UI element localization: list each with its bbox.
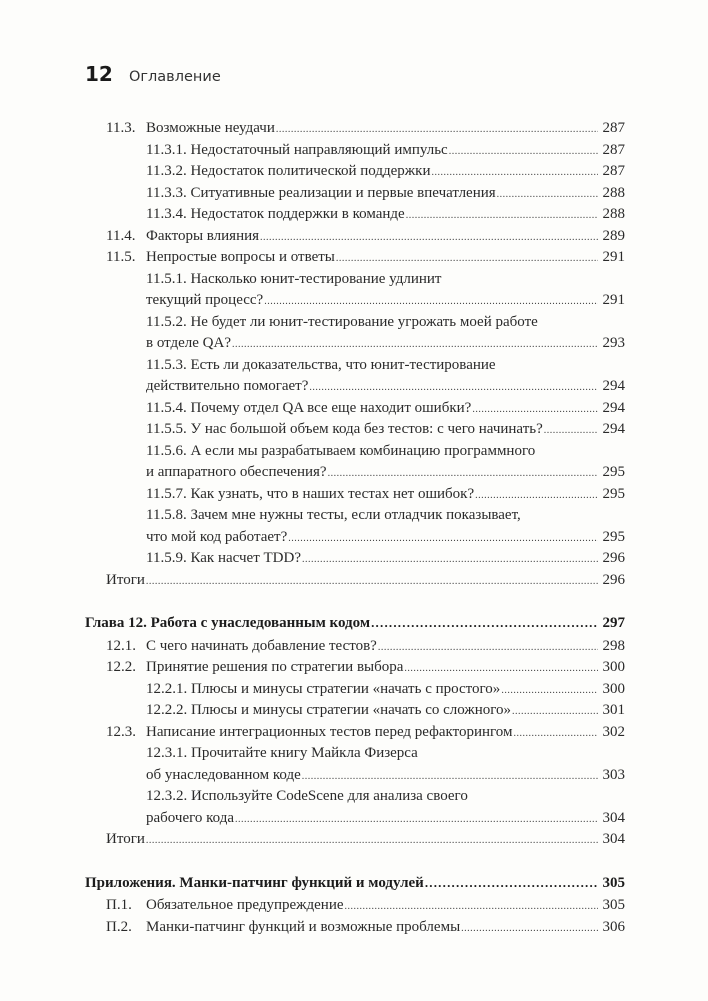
toc-entry-title: Недостаток поддержки в команде (190, 206, 405, 222)
toc-page-number: 296 (602, 550, 625, 566)
toc-entry-title: Недостаточный направляющий импульс (190, 141, 448, 158)
toc-page-number: 295 (602, 528, 625, 545)
toc-entry-title: действительно помогает? (146, 378, 309, 394)
toc-entry-title: рабочего кода (146, 809, 235, 826)
toc-page-number: 306 (602, 918, 625, 935)
toc-page-number: 304 (602, 809, 625, 826)
toc-entry-title: Итоги (106, 831, 145, 847)
dot-leader (514, 723, 599, 744)
toc-entry-number: 12.2.2. (146, 702, 191, 718)
toc-page-number: 287 (602, 141, 625, 158)
toc-entry-number: 11.5.7. (146, 485, 191, 502)
toc-page-number: 302 (602, 723, 625, 740)
toc-page-number: 297 (602, 615, 625, 631)
running-title: Оглавление (129, 69, 221, 85)
dot-leader (309, 377, 598, 398)
toc-entry-title: Написание интеграционных тестов перед рефакторингом (146, 723, 513, 740)
toc-entry-title: Принятие решения по стратегии выбора (146, 659, 404, 675)
toc-entry-number: 11.3.3. (146, 184, 191, 201)
dot-leader (475, 485, 598, 506)
toc-entry-title: Не будет ли юнит-тестирование угрожать моей работе (190, 313, 538, 330)
dot-leader (336, 248, 598, 269)
toc-page-number: 294 (602, 421, 625, 437)
toc-entry-title: Приложения. Манки-патчинг функций и модулей (85, 874, 424, 891)
toc-entry-title: А если мы разрабатываем комбинацию программного (190, 442, 536, 459)
toc-entry-number: 11.5.2. (146, 313, 191, 330)
dot-leader (146, 571, 598, 592)
dot-leader (378, 637, 598, 658)
toc-page-number: 295 (602, 485, 625, 502)
toc-entry-number: П.2. (106, 918, 132, 935)
toc-page-number: 296 (602, 571, 625, 588)
toc-entry-number: 11.4. (106, 227, 136, 244)
toc-page-number: 303 (602, 766, 625, 783)
toc-entry-title: текущий процесс? (146, 292, 264, 308)
toc-page-number: 291 (602, 292, 625, 308)
toc-page-number: 288 (602, 184, 625, 201)
toc-entry-title: Возможные неудачи (146, 120, 275, 136)
toc-entry-number: 12.3. (106, 723, 136, 740)
toc-page-number: 288 (602, 206, 625, 222)
toc-entry-number: 11.5.4. (146, 399, 191, 416)
dot-leader (425, 872, 598, 893)
toc-entry-number: 12.3.1. (146, 745, 191, 761)
toc-entry-number: 11.3. (106, 120, 136, 136)
dot-leader (260, 227, 598, 248)
toc-entry-title: Почему отдел QA все еще находит ошибки? (190, 399, 472, 416)
toc-entry-title: Насколько юнит-тестирование удлинит (190, 270, 442, 287)
toc-page-number: 298 (602, 637, 625, 654)
dot-leader (472, 399, 598, 420)
toc-page-number: 289 (602, 227, 625, 244)
toc-entry-title: Прочитайте книгу Майкла Физерса (191, 745, 418, 761)
toc-entry-title: Есть ли доказательства, что юнит-тестирование (190, 356, 496, 373)
dot-leader (235, 809, 598, 830)
dot-leader (302, 549, 598, 570)
dot-leader (544, 420, 598, 441)
dot-leader (404, 658, 598, 679)
dot-leader (302, 766, 598, 787)
dot-leader (501, 680, 598, 701)
toc-page-number: 300 (602, 680, 625, 697)
dot-leader (328, 463, 598, 484)
toc-entry-title: Плюсы и минусы стратегии «начать с простого» (191, 680, 501, 697)
dot-leader (345, 896, 598, 917)
toc-entry-number: 11.5.3. (146, 356, 191, 373)
dot-leader (146, 830, 598, 851)
toc-page-number: 300 (602, 659, 625, 675)
toc-entry-title: Зачем мне нужны тесты, если отладчик показывает, (190, 507, 521, 523)
toc-entry-title: Недостаток политической поддержки (190, 163, 431, 179)
toc-entry-number: 11.3.1. (146, 141, 191, 158)
toc-entry-number: 11.5.8. (146, 507, 191, 523)
toc-entry-title: Плюсы и минусы стратегии «начать со сложного» (191, 702, 512, 718)
toc-entry-title: Манки-патчинг функций и возможные проблемы (146, 918, 461, 935)
page-header (85, 62, 221, 86)
toc-entry-title: Как узнать, что в наших тестах нет ошибок? (190, 485, 475, 502)
toc-entry-title: У нас большой объем кода без тестов: с чего начинать? (190, 421, 543, 437)
toc-entry-number: 11.5.6. (146, 442, 191, 459)
toc-page-number: 294 (602, 399, 625, 416)
dot-leader (406, 205, 598, 226)
dot-leader (288, 528, 598, 549)
dot-leader (497, 184, 598, 205)
toc-entry-number: 12.3.2. (146, 788, 191, 804)
toc-entry-number: 11.5. (106, 249, 136, 265)
toc-entry-number: 12.2. (106, 659, 136, 675)
toc-page-number: 287 (602, 163, 625, 179)
toc-entry-number: 11.5.9. (146, 550, 191, 566)
toc-entry-title: Обязательное предупреждение (146, 897, 344, 913)
dot-leader (461, 918, 598, 939)
toc-entry-title: Используйте CodeScene для анализа своего (191, 788, 468, 804)
dot-leader (371, 612, 598, 633)
toc-entry-number: П.1. (106, 897, 132, 913)
toc-entry-title: Глава 12. Работа с унаследованным кодом (85, 615, 371, 631)
dot-leader (264, 291, 598, 312)
toc-page-number: 294 (602, 378, 625, 394)
toc-page-number: 295 (602, 464, 625, 480)
toc-entry-number: 11.5.5. (146, 421, 191, 437)
toc-page-number: 293 (602, 335, 625, 351)
dot-leader (449, 141, 598, 162)
toc-page-number: 291 (602, 249, 625, 265)
dot-leader (512, 701, 598, 722)
dot-leader (276, 119, 598, 140)
toc-page-number: 305 (602, 897, 625, 913)
toc-entry-title: Факторы влияния (146, 227, 260, 244)
toc-entry-title: Итоги (106, 571, 145, 588)
toc-entry-title: С чего начинать добавление тестов? (146, 637, 377, 654)
dot-leader (232, 334, 598, 355)
toc-entry-title: Ситуативные реализации и первые впечатления (190, 184, 496, 201)
toc-entry-title: в отделе QA? (146, 335, 231, 351)
toc-entry-number: 11.3.4. (146, 206, 191, 222)
toc-entry-title: и аппаратного обеспечения? (146, 464, 327, 480)
toc-entry-number: 11.5.1. (146, 270, 191, 287)
toc-page-number: 305 (602, 874, 625, 891)
toc-entry-number: 11.3.2. (146, 163, 191, 179)
toc-entry-title: что мой код работает? (146, 528, 288, 545)
toc-entry-number: 12.2.1. (146, 680, 191, 697)
dot-leader (431, 162, 598, 183)
toc-entry-title: Как насчет TDD? (190, 550, 301, 566)
toc-page-number: 287 (602, 120, 625, 136)
toc-entry-number: 12.1. (106, 637, 136, 654)
page-number: 12 (85, 62, 113, 86)
toc-entry-title: Непростые вопросы и ответы (146, 249, 335, 265)
toc-entry-title: об унаследованном коде (146, 766, 301, 783)
toc-page-number: 301 (602, 702, 625, 718)
toc-page-number: 304 (602, 831, 625, 847)
